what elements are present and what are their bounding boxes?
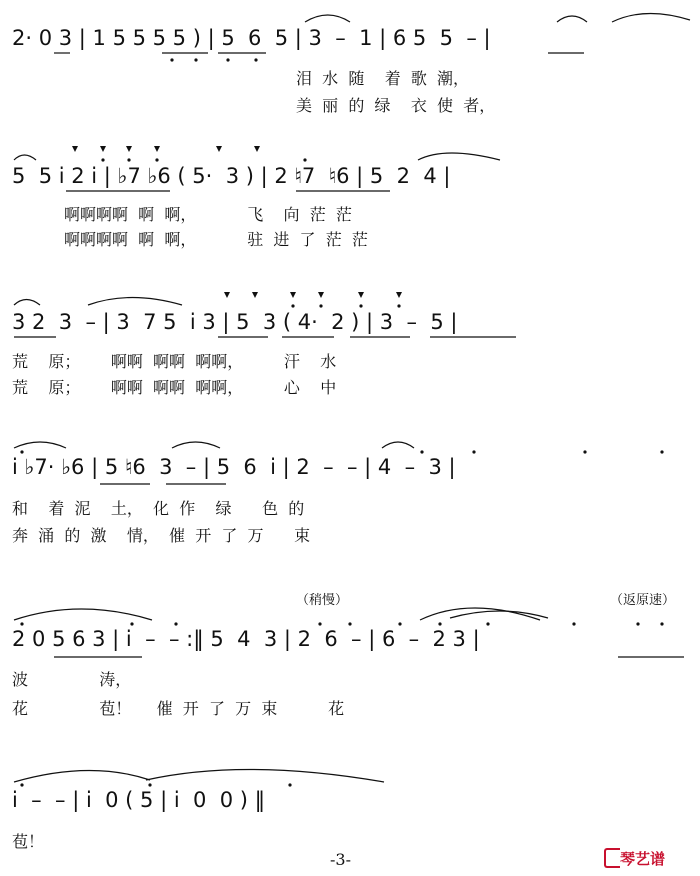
watermark-logo-icon: [604, 848, 620, 868]
notation-row-5: 2 0 5 6 3 | i – – :‖ 5 4 3 | 2 6 – | 6 – 2 3 |: [12, 627, 480, 651]
lyric-row-2-verse-2: 啊啊啊啊 啊 啊， 驻 进 了 茫 茫: [64, 230, 368, 249]
lyric-row-3-verse-1: 荒 原； 啊啊 啊啊 啊啊， 汗 水: [12, 352, 337, 371]
notation-row-1: 2· 0 3 | 1 5 5 5 5 ) | 5 6 5 | 3 – 1 | 6 5 5 – |: [12, 26, 491, 50]
tempo-mark-slower: （稍慢）: [296, 593, 349, 608]
lyric-row-6-verse-1: 苞！: [12, 832, 45, 851]
slur: [305, 15, 350, 22]
notation-row-6: i – – | i 0 ( 5 | i 0 0 ) ‖: [12, 788, 266, 812]
slur: [382, 442, 414, 448]
lyric-row-1-verse-2: 美 丽 的 绿 衣 使 者，: [296, 96, 496, 115]
lyric-row-3-verse-2: 荒 原； 啊啊 啊啊 啊啊， 心 中: [12, 378, 337, 397]
slur: [612, 13, 690, 22]
slur: [14, 442, 66, 448]
notation-row-4: i ♭7· ♭6 | 5 ♮6 3 – | 5 6 i | 2 – – | 4 – 3 |: [12, 455, 456, 479]
slur: [14, 609, 152, 620]
slur: [14, 155, 36, 160]
lyric-row-4-verse-2: 奔 涌 的 激 情， 催 开 了 万 束: [12, 526, 311, 545]
slur: [557, 16, 587, 22]
lyric-row-2-verse-1: 啊啊啊啊 啊 啊， 飞 向 茫 茫: [64, 205, 352, 224]
lyric-row-1-verse-1: 泪 水 随 着 歌 潮，: [296, 69, 470, 88]
notation-row-3: 3 2 3 – | 3 7 5 i 3 | 5 3 ( 4· 2 ) | 3 – 5 |: [12, 310, 458, 334]
slur: [88, 298, 182, 306]
tempo-mark-resume: （返原速）: [610, 593, 676, 608]
notation-row-2: 5 5 i 2 i | ♭7 ♭6 ( 5· 3 ) | 2 ♮7 ♮6 | 5 2 4 |: [12, 164, 451, 188]
slur: [420, 608, 540, 620]
page-number: -3-: [330, 850, 351, 869]
lyric-row-5-verse-1: 波 涛，: [12, 670, 132, 689]
slur: [418, 153, 500, 160]
slur: [172, 442, 220, 448]
lyric-row-4-verse-1: 和 着 泥 土， 化 作 绿 色 的: [12, 499, 305, 518]
slur: [14, 300, 40, 306]
watermark: 琴艺谱: [620, 850, 666, 868]
slur: [450, 611, 548, 618]
slur: [146, 769, 384, 782]
slur: [14, 770, 150, 782]
lyric-row-5-verse-2: 花 苞！ 催 开 了 万 束 花: [12, 699, 345, 718]
